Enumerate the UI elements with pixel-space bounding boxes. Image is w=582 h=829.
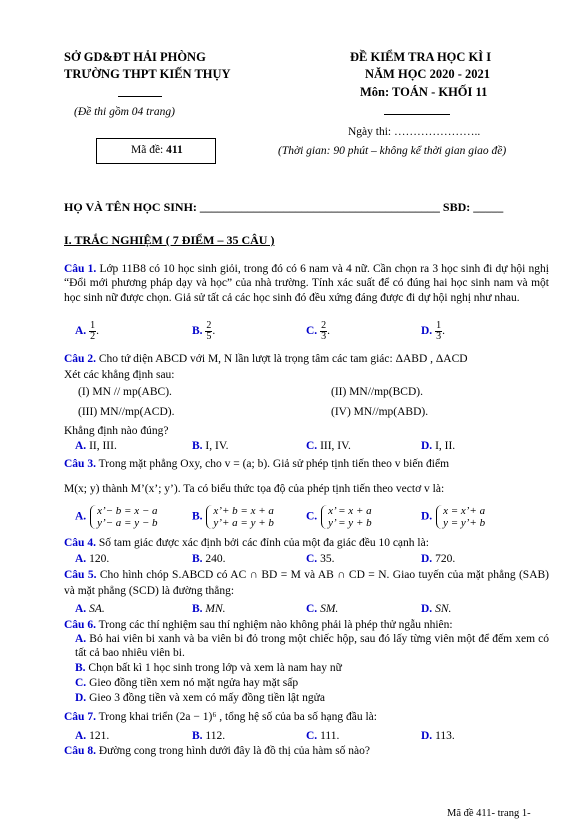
q6-option-d-key: D. <box>75 692 87 704</box>
q1-a-numerator: 1 <box>90 320 96 331</box>
exam-duration: (Thời gian: 90 phút – không kể thời gian giao đề) <box>278 145 507 157</box>
question-3-text: Trong mặt phẳng Oxy, cho v = (a; b). Giả sử phép tịnh tiến theo v biến điểm <box>95 458 450 470</box>
q4-option-c-value: 35. <box>317 553 335 565</box>
q4-option-d-value: 720. <box>432 553 456 565</box>
q4-option-a-value: 120. <box>86 553 110 565</box>
q4-option-c-key: C. <box>306 553 318 565</box>
q1-option-c: C. $\frac{2}{3}$ . <box>306 320 330 342</box>
question-8 <box>64 744 370 759</box>
question-4-label: Câu 4. <box>64 537 96 549</box>
question-1-text: Lớp 11B8 có 10 học sinh giỏi, trong đó có 6 nam và 4 nữ. Cần chọn ra 3 học sinh đi dự hội nghị “Đổi mới phương pháp dạy và học” của nhà trường. Tính xác suất để có đúng hai học sinh nam và một học sinh nữ được chọn. Giả sử tất cả các học sinh đó đều xứng đáng được đi dự hội nghị như nhau. <box>64 263 550 304</box>
q1-option-c-key: C. <box>306 325 318 338</box>
q4-option-c <box>306 552 334 567</box>
question-6-label: Câu 6. <box>64 619 96 631</box>
q2-option-c-value: III, IV. <box>317 440 351 452</box>
q3-c-eq1: x’ = x + a <box>328 505 372 517</box>
q7-option-d-value: 113. <box>432 730 455 742</box>
q5-option-b-value: MN. <box>202 603 226 615</box>
q3-c-eq2: y’ = y + b <box>328 517 372 529</box>
q2-statement-2: (II) MN//mp(BCD). <box>331 386 423 398</box>
q6-option-d <box>75 691 325 706</box>
q5-option-a-key: A. <box>75 603 87 615</box>
question-4 <box>64 536 429 551</box>
q3-b-eq1: x’+ b = x + a <box>213 505 274 517</box>
subject: Môn: TOÁN - KHỐI 11 <box>360 85 488 99</box>
page-footer: Mã đề 411- trang 1- <box>447 808 531 819</box>
question-1 <box>64 262 549 305</box>
q2-option-d <box>421 439 455 454</box>
question-6 <box>64 618 453 633</box>
q5-option-c-value: SM. <box>317 603 339 615</box>
q2-statement-3: (III) MN//mp(ACD). <box>78 406 175 418</box>
q3-a-eq2: y’− a = y − b <box>97 517 158 529</box>
q3-option-d-system <box>435 505 485 529</box>
question-8-label: Câu 8. <box>64 745 96 757</box>
q7-option-d <box>421 729 455 744</box>
q2-question: Khẳng định nào đúng? <box>64 425 169 437</box>
school-name: TRƯỜNG THPT KIẾN THỤY <box>64 67 231 81</box>
q2-option-a-key: A. <box>75 440 87 452</box>
student-name-line: HỌ VÀ TÊN HỌC SINH: ________________________________________ SBD: _____ <box>64 200 504 214</box>
question-2-sub: Xét các khẳng định sau: <box>64 369 175 381</box>
header-divider-right <box>384 114 450 115</box>
q2-option-a-value: II, III. <box>86 440 117 452</box>
q5-option-b <box>192 602 226 617</box>
q6-option-a-key: A. <box>75 633 87 645</box>
question-2-label: Câu 2. <box>64 353 96 365</box>
q6-option-d-text: Gieo 3 đồng tiền và xem có mấy đồng tiền lật ngửa <box>86 692 325 704</box>
question-7-text: Trong khai triển (2a − 1)⁶ , tổng hệ số của ba số hạng đầu là: <box>95 711 377 723</box>
question-2-text: Cho tứ diện ABCD với M, N lần lượt là trọng tâm các tam giác: ΔABD , ΔACD <box>95 353 468 365</box>
q7-option-c-value: 111. <box>317 730 340 742</box>
q3-option-d-key: D. <box>421 510 433 523</box>
q1-option-d: D. $\frac{1}{3}$ . <box>421 320 445 342</box>
question-5-label: Câu 5. <box>64 569 97 581</box>
q1-option-a: A. $\frac{1}{2}$ . <box>75 320 99 342</box>
q2-option-d-key: D. <box>421 440 433 452</box>
q2-option-b <box>192 439 229 454</box>
q3-option-a <box>75 505 158 529</box>
q3-option-a-system <box>89 505 157 529</box>
q4-option-a-key: A. <box>75 553 87 565</box>
q4-option-d-key: D. <box>421 553 433 565</box>
q5-option-d <box>421 602 451 617</box>
q6-option-c-key: C. <box>75 677 87 689</box>
q1-option-d-fraction <box>435 321 442 342</box>
question-3-text2: M(x; y) thành M’(x’; y’). Ta có biểu thức tọa độ của phép tịnh tiến theo vectơ v là: <box>64 483 445 495</box>
q7-option-a-value: 121. <box>86 730 110 742</box>
q1-a-denominator: 2 <box>90 331 96 342</box>
q2-option-c-key: C. <box>306 440 318 452</box>
question-7 <box>64 710 377 725</box>
exam-title: ĐỀ KIỂM TRA HỌC KÌ I <box>350 50 492 64</box>
q2-option-a <box>75 439 117 454</box>
q3-d-eq1: x = x’+ a <box>443 505 486 517</box>
q2-option-c <box>306 439 351 454</box>
q6-option-c-text: Gieo đồng tiền xem nó mặt ngửa hay mặt sấp <box>86 677 299 689</box>
q7-option-d-key: D. <box>421 730 433 742</box>
q6-option-b-text: Chọn bất kì 1 học sinh trong lớp và xem là nam hay nữ <box>85 662 342 674</box>
q3-option-c-key: C. <box>306 510 318 523</box>
q3-d-eq2: y = y’+ b <box>443 517 486 529</box>
q5-option-a-value: SA. <box>86 603 105 615</box>
q7-option-a-key: A. <box>75 730 87 742</box>
q3-option-b-system <box>205 505 273 529</box>
header-divider-left <box>118 96 162 97</box>
q3-b-eq2: y’+ a = y + b <box>213 517 274 529</box>
q2-option-b-value: I, IV. <box>202 440 229 452</box>
question-5-text: Cho hình chóp S.ABCD có AC ∩ BD = M và AB ∩ CD = N. Giao tuyến của mặt phẳng (SAB) và mặt phẳng (SCD) là đường thẳng: <box>64 569 550 597</box>
q3-option-a-key: A. <box>75 510 87 523</box>
question-2 <box>64 352 468 367</box>
q1-d-numerator: 1 <box>436 320 442 331</box>
q1-option-a-fraction <box>89 321 96 342</box>
q1-option-b-fraction <box>205 321 212 342</box>
q3-option-d <box>421 505 485 529</box>
q1-option-b-key: B. <box>192 325 203 338</box>
page-count-note: (Đề thi gồm 04 trang) <box>74 106 175 118</box>
q1-option-d-key: D. <box>421 325 433 338</box>
question-1-label: Câu 1. <box>64 263 97 275</box>
q6-option-a-text: Bỏ hai viên bi xanh và ba viên bi đỏ trong một chiếc hộp, sau đó lấy từng viên một để đếm xem có tất cả bao nhiêu viên bi. <box>75 633 549 660</box>
q3-option-b-key: B. <box>192 510 203 523</box>
exam-date: Ngày thi: ………………….. <box>348 126 481 138</box>
question-8-text: Đường cong trong hình dưới đây là đồ thị của hàm số nào? <box>95 745 371 757</box>
q1-b-numerator: 2 <box>206 320 212 331</box>
q6-option-b-key: B. <box>75 662 86 674</box>
school-year: NĂM HỌC 2020 - 2021 <box>365 67 490 81</box>
question-3 <box>64 457 549 472</box>
section-title: I. TRẮC NGHIỆM ( 7 ĐIỂM – 35 CÂU ) <box>64 233 275 247</box>
question-3-label: Câu 3. <box>64 458 96 470</box>
q1-d-denominator: 3 <box>436 331 442 342</box>
exam-code-label: Mã đề: <box>131 144 164 156</box>
q2-statement-4: (IV) MN//mp(ABD). <box>331 406 429 418</box>
q7-option-b <box>192 729 225 744</box>
q1-c-numerator: 2 <box>321 320 327 331</box>
exam-code-value: 411 <box>166 144 183 156</box>
q4-option-b <box>192 552 226 567</box>
q5-option-c <box>306 602 338 617</box>
q7-option-b-key: B. <box>192 730 203 742</box>
department-name: SỞ GD&ĐT HẢI PHÒNG <box>64 50 206 64</box>
q1-option-a-key: A. <box>75 325 87 338</box>
q1-option-c-fraction <box>320 321 327 342</box>
q6-option-b <box>75 661 342 676</box>
q1-option-b: B. $\frac{2}{5}$ . <box>192 320 216 342</box>
q1-c-denominator: 3 <box>321 331 327 342</box>
q7-option-b-value: 112. <box>202 730 226 742</box>
question-4-text: Số tam giác được xác định bởi các đỉnh của một đa giác đều 10 cạnh là: <box>95 537 429 549</box>
q4-option-a <box>75 552 109 567</box>
q7-option-c <box>306 729 339 744</box>
q2-option-b-key: B. <box>192 440 203 452</box>
q5-option-d-key: D. <box>421 603 433 615</box>
q3-option-c <box>306 505 372 529</box>
q1-b-denominator: 5 <box>206 331 212 342</box>
q2-option-d-value: I, II. <box>432 440 456 452</box>
q7-option-a <box>75 729 109 744</box>
q6-option-a <box>75 632 549 661</box>
q4-option-d <box>421 552 455 567</box>
q7-option-c-key: C. <box>306 730 318 742</box>
q5-option-c-key: C. <box>306 603 318 615</box>
q3-option-c-system <box>320 505 372 529</box>
q5-option-d-value: SN. <box>432 603 452 615</box>
exam-code <box>131 143 183 158</box>
question-7-label: Câu 7. <box>64 711 96 723</box>
q2-statement-1: (I) MN // mp(ABC). <box>78 386 172 398</box>
q4-option-b-value: 240. <box>202 553 226 565</box>
q3-option-b <box>192 505 274 529</box>
q3-a-eq1: x’− b = x − a <box>97 505 158 517</box>
q5-option-a <box>75 602 105 617</box>
q6-option-c <box>75 676 298 691</box>
question-6-text: Trong các thí nghiệm sau thí nghiệm nào không phải là phép thử ngẫu nhiên: <box>95 619 453 631</box>
q4-option-b-key: B. <box>192 553 203 565</box>
q5-option-b-key: B. <box>192 603 203 615</box>
question-5 <box>64 567 549 599</box>
